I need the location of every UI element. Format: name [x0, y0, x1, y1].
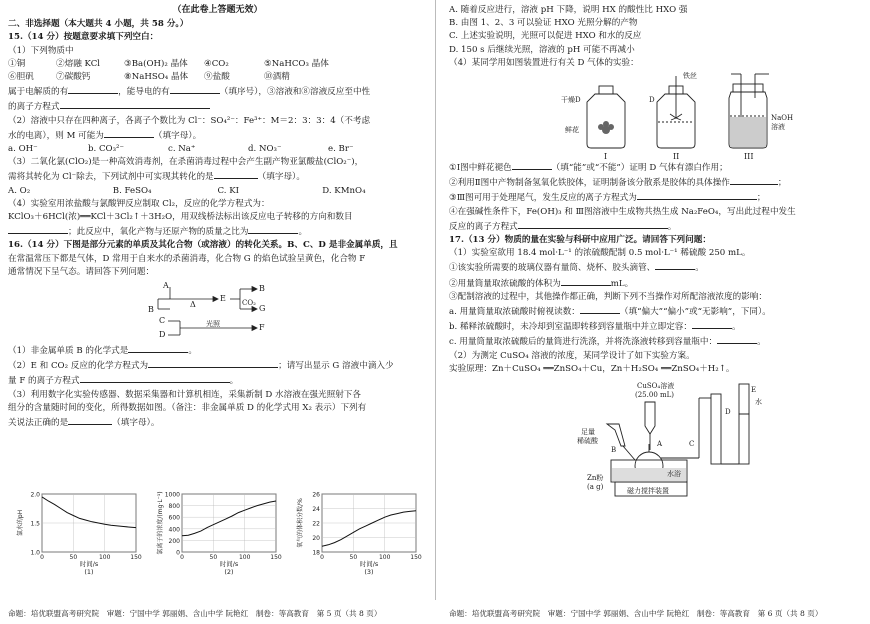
footer-right: 命题：培优联盟高考研究院 审题：宁国中学 郭丽娟、含山中学 阮艳红 制卷：等高教育 第 6 页（共 8 页） [449, 608, 823, 618]
y-tick-label: 800 [168, 503, 180, 511]
option-d: D. 150 s 后继续光照，溶液的 pH 可能不再减小 [449, 44, 635, 55]
footer-left: 命题：培优联盟高考研究院 审题：宁国中学 郭丽娟、含山中学 阮艳红 制卷：等高教育 第 5 页（共 8 页） [8, 608, 382, 618]
answer-blank[interactable] [68, 415, 112, 425]
q16-stem-2: 在常温常压下都是气体，D 常用于自来水的杀菌消毒，化合物 G 的焰色试验呈黄色，化合物 F [8, 253, 366, 264]
node-b-out: B [259, 284, 265, 294]
x-tick-label: 50 [349, 554, 358, 561]
x-tick-label: 150 [410, 554, 422, 561]
option: d. NO₃⁻ [248, 144, 282, 155]
node-a: A [163, 281, 169, 291]
y-tick-label: 24 [312, 506, 320, 513]
d-label: D [649, 96, 655, 105]
answer-blank[interactable] [518, 219, 668, 229]
gas-apparatus-figure [449, 72, 862, 160]
section-title: 二、非选择题（本大题共 4 小题，共 58 分。） [8, 19, 189, 30]
x-tick-label: 0 [180, 554, 184, 561]
q15-substances-row1 [8, 58, 427, 71]
q15-p1-question-2: 的离子方程式 [8, 99, 427, 114]
q16-p3: （3）利用数字化实验传感器、数据采集器和计算机相连，采集新制 D 水溶液在强光照射下各 [8, 389, 361, 400]
y-tick-label: 1000 [164, 491, 180, 499]
q17-p1: （1）实验室欲用 18.4 mol·L⁻¹ 的浓硫酸配制 0.5 mol·L⁻¹ 稀硫酸 250 mL。 [449, 248, 751, 259]
q17-p1-a: a. 用量筒量取浓硫酸时俯视读数： （填“偏大”“偏小”或“无影响”，下同）。 [449, 304, 862, 319]
answer-blank[interactable] [128, 343, 188, 353]
node-b: B [148, 305, 154, 315]
q15-p2-options [8, 143, 427, 156]
label-e: E [751, 386, 757, 395]
q17-p1-i3: ③配制溶液的过程中，其他操作都正确，判断下列不当操作对所配溶液浓度的影响： [449, 291, 767, 302]
flower-label: 鲜花 [565, 126, 579, 135]
substance-item: ④CO₂ [204, 58, 229, 69]
q17-stem: 17.（13 分）物质的量在实验与科研中应用广泛。请回答下列问题： [449, 235, 711, 246]
chart-caption: (1) [84, 568, 94, 576]
option: c. Na⁺ [168, 144, 196, 155]
iron-wire-label: 铁丝 [683, 72, 697, 81]
y-tick-label: 1.5 [30, 520, 40, 528]
option: e. Br⁻ [328, 144, 354, 155]
label-b: B [611, 446, 617, 455]
substance-item: ⑤NaHCO₃ 晶体 [264, 58, 329, 69]
x-tick-label: 50 [69, 554, 78, 561]
x-tick-label: 150 [270, 554, 282, 561]
q16-p4-i4-2: 反应的离子方程式 。 [449, 219, 862, 234]
q16-p3-3: 关说法正确的是 （填字母）。 [8, 415, 427, 430]
answer-blank[interactable] [80, 373, 230, 383]
q16-stem: 16.（14 分）下图是部分元素的单质及其化合物（或溶液）的转化关系。B、C、D 是非金属单质，且 [8, 240, 398, 251]
cuso4-label: CuSO₄溶液 [637, 382, 675, 391]
q16-p4-i1: ①Ⅰ图中鲜花褪色 （填“能”或“不能”）证明 D 气体有漂白作用； [449, 160, 862, 175]
x-tick-label: 150 [130, 554, 142, 561]
x-tick-label: 0 [40, 554, 44, 561]
y-tick-label: 200 [168, 537, 180, 545]
y-axis-label: 氯离子的浓度/(mg·L⁻¹) [157, 491, 164, 555]
answer-blank[interactable] [170, 84, 220, 94]
x-axis-label: 时间/s [79, 560, 99, 568]
charts-svg [8, 488, 428, 584]
header-note: （在此卷上答题无效） [172, 5, 263, 15]
node-d: D [159, 330, 166, 340]
node-f: F [259, 323, 265, 333]
answer-blank[interactable] [692, 319, 732, 329]
naoh-label: NaOH [771, 114, 794, 123]
option: C. KI [217, 185, 240, 196]
sensor-charts [8, 488, 428, 584]
substance-item: ⑨盐酸 [204, 72, 230, 83]
q15-stem: 15.（14 分）按题意要求填下列空白： [8, 32, 159, 43]
x-tick-label: 0 [320, 554, 324, 561]
option: A. O₂ [8, 185, 31, 196]
substance-item: ⑦碳酸钙 [56, 72, 91, 83]
x-tick-label: 50 [209, 554, 218, 561]
water-bath-label: 水浴 [667, 470, 681, 479]
cuso4-setup-figure [449, 378, 862, 504]
label-d: D [725, 408, 731, 417]
q15-p3: （3）二氧化氯(ClO₂)是一种高效消毒剂，在杀菌消毒过程中会产生副产物亚氯酸盐(ClO₂⁻)， [8, 157, 364, 168]
x-axis-label: 时间/s [219, 560, 239, 568]
y-tick-label: 2.0 [30, 491, 40, 499]
chart-caption: (3) [364, 568, 374, 576]
answer-blank[interactable] [60, 99, 210, 109]
substance-item: ⑥胆矾 [8, 72, 34, 83]
substance-item: ⑩酒精 [264, 72, 290, 83]
answer-blank[interactable] [248, 224, 298, 234]
q17-p1-c: c. 用量筒量取浓硫酸后的量筒进行洗涤，并将洗涤液转移到容量瓶中： 。 [449, 334, 862, 349]
page-6 [435, 0, 870, 624]
y-axis-label: 氯水的pH [17, 509, 24, 537]
y-axis-label: 氧气的体积分数/% [297, 498, 304, 548]
heat-label: Δ [190, 300, 196, 310]
x-tick-label: 100 [378, 554, 391, 561]
answer-blank[interactable] [637, 190, 757, 200]
zn-label-a: Zn粉 [587, 474, 604, 483]
q16-p1: （1）非金属单质 B 的化学式是 。 [8, 343, 427, 358]
label-a: A [657, 440, 663, 449]
node-c: C [159, 316, 166, 326]
option-b: B. 由图 1、2、3 可以验证 HXO 光照分解的产物 [449, 18, 638, 29]
zn-label-b: (a g) [587, 483, 604, 492]
x-tick-label: 100 [98, 554, 111, 561]
answer-blank[interactable] [561, 276, 611, 286]
y-tick-label: 20 [312, 535, 320, 542]
answer-blank[interactable] [68, 84, 118, 94]
light-label: 光照 [206, 320, 220, 329]
x-axis-label: 时间/s [359, 560, 379, 568]
q16-p2-2: 量 F 的离子方程式 。 [8, 373, 427, 388]
q15-p3-options [8, 185, 427, 198]
water-label: 水 [755, 398, 762, 407]
q17-p1-i1: ①该实验所需要的玻璃仪器有量筒、烧杯、胶头滴管、 。 [449, 260, 862, 275]
answer-blank[interactable] [730, 175, 778, 185]
q15-p4-3: ；此反应中，氧化产物与还原产物的质量之比为 。 [8, 224, 427, 239]
chart-caption: (2) [224, 568, 234, 576]
answer-blank[interactable] [655, 260, 695, 270]
stirrer-label: 磁力搅拌装置 [627, 487, 669, 496]
q16-p2: （2）E 和 CO₂ 反应的化学方程式为 ；请写出显示 G 溶液中滴入少 [8, 358, 427, 373]
answer-blank[interactable] [214, 169, 258, 179]
option-c: C. 上述实验说明，光照可以促进 HXO 和水的反应 [449, 31, 642, 42]
y-tick-label: 0 [176, 549, 180, 557]
q16-p4: （4）某同学用如图装置进行有关 D 气体的实验： [449, 57, 639, 68]
q16-stem-3: 通常情况下呈气态。请回答下列问题： [8, 266, 155, 277]
q17-p2: （2）为测定 CuSO₄ 溶液的浓度，某同学设计了如下实验方案。 [449, 350, 695, 361]
y-tick-label: 400 [168, 526, 180, 534]
label-c: C [689, 440, 695, 449]
volume-label: (25.00 mL) [635, 391, 675, 400]
q15-p4: （4）实验室用浓盐酸与氯酸钾反应制取 Cl₂，反应的化学方程式为： [8, 198, 270, 209]
y-tick-label: 600 [168, 514, 180, 522]
x-tick-label: 100 [238, 554, 251, 561]
option: D. KMnO₄ [322, 185, 366, 196]
q17-p1-b: b. 稀释浓硫酸时，未冷却到室温即转移到容量瓶中并立即定容： 。 [449, 319, 862, 334]
option: b. CO₃²⁻ [88, 144, 125, 155]
label-i: I [604, 152, 608, 162]
dry-d-label: 干燥D [561, 96, 581, 105]
label-ii: II [673, 152, 680, 162]
answer-blank[interactable] [717, 334, 757, 344]
answer-blank[interactable] [512, 160, 552, 170]
q16-p4-i2: ②利用Ⅱ图中产物制备氢氧化铁胶体，证明制备该分散系是胶体的具体操作 ； [449, 175, 862, 190]
q17-p1-i2: ②用量筒量取浓硫酸的体积为 mL。 [449, 276, 862, 291]
solution-label: 溶液 [771, 123, 785, 132]
node-g: G [259, 304, 266, 314]
co2-label: CO₂ [242, 299, 256, 308]
label-iii: III [744, 152, 754, 162]
answer-blank[interactable] [104, 128, 154, 138]
series-line [322, 511, 416, 547]
option: B. FeSO₄ [112, 185, 152, 196]
y-tick-label: 22 [312, 520, 320, 528]
q17-p2-principle: 实验原理：Zn＋CuSO₄ ══ZnSO₄＋Cu，Zn＋H₂SO₄ ══ZnSO₄＋H₂↑。 [449, 363, 735, 374]
node-e: E [220, 294, 226, 304]
q16-p4-i4: ④在强碱性条件下，Fe(OH)₃ 和 Ⅲ图溶液中生成物共热生成 Na₂FeO₄，写出此过程中发生 [449, 206, 796, 217]
conversion-diagram [8, 281, 427, 343]
q16-p3-2: 组分的含量随时间的变化，所得数据如图。（备注：非金属单质 D 的化学式用 X₂ 表示）下列有 [8, 402, 367, 413]
q15-p2: （2）溶液中只存在四种离子，各离子个数比为 Cl⁻：SO₄²⁻：Fe³⁺：M＝2：3：3：4（不考虑 [8, 115, 371, 126]
acid-label-b: 稀硫酸 [577, 437, 598, 446]
plot-frame [182, 494, 276, 552]
substance-item: ①铜 [8, 58, 26, 69]
option: a. OH⁻ [8, 144, 38, 155]
q15-p2-2: 水的电离），则 M 可能为 （填字母）。 [8, 128, 427, 143]
y-tick-label: 18 [312, 549, 320, 557]
acid-label-a: 足量 [581, 428, 595, 437]
substance-item: ③Ba(OH)₂ 晶体 [124, 58, 188, 69]
answer-blank[interactable] [580, 304, 620, 314]
q15-p4-2: KClO₃＋6HCl(浓)══KCl＋3Cl₂↑＋3H₂O，用双线桥法标出该反应电子转移的方向和数目 [8, 212, 353, 223]
substance-item: ②熔融 KCl [56, 58, 101, 69]
q15-p3-2: 需将其转化为 Cl⁻除去，下列试剂中可实现其转化的是 （填字母）。 [8, 169, 427, 184]
q15-p1-question: 属于电解质的有 ，能导电的有 （填序号），③溶液和⑧溶液反应至中性 [8, 84, 427, 99]
answer-blank[interactable] [148, 358, 278, 368]
q15-substances-row2 [8, 71, 427, 84]
substance-item: ⑧NaHSO₄ 晶体 [124, 72, 189, 83]
y-tick-label: 26 [312, 491, 320, 499]
y-tick-label: 1.0 [30, 549, 40, 557]
series-line [182, 501, 276, 536]
answer-blank[interactable] [8, 224, 68, 234]
option-a: A. 随着反应进行，溶液 pH 下降，说明 HX 的酸性比 HXO 强 [449, 5, 688, 15]
q15-p1: （1）下列物质中 [8, 45, 74, 56]
q16-p4-i3: ③Ⅲ图可用于处理尾气，发生反应的离子方程式为 ； [449, 190, 862, 205]
